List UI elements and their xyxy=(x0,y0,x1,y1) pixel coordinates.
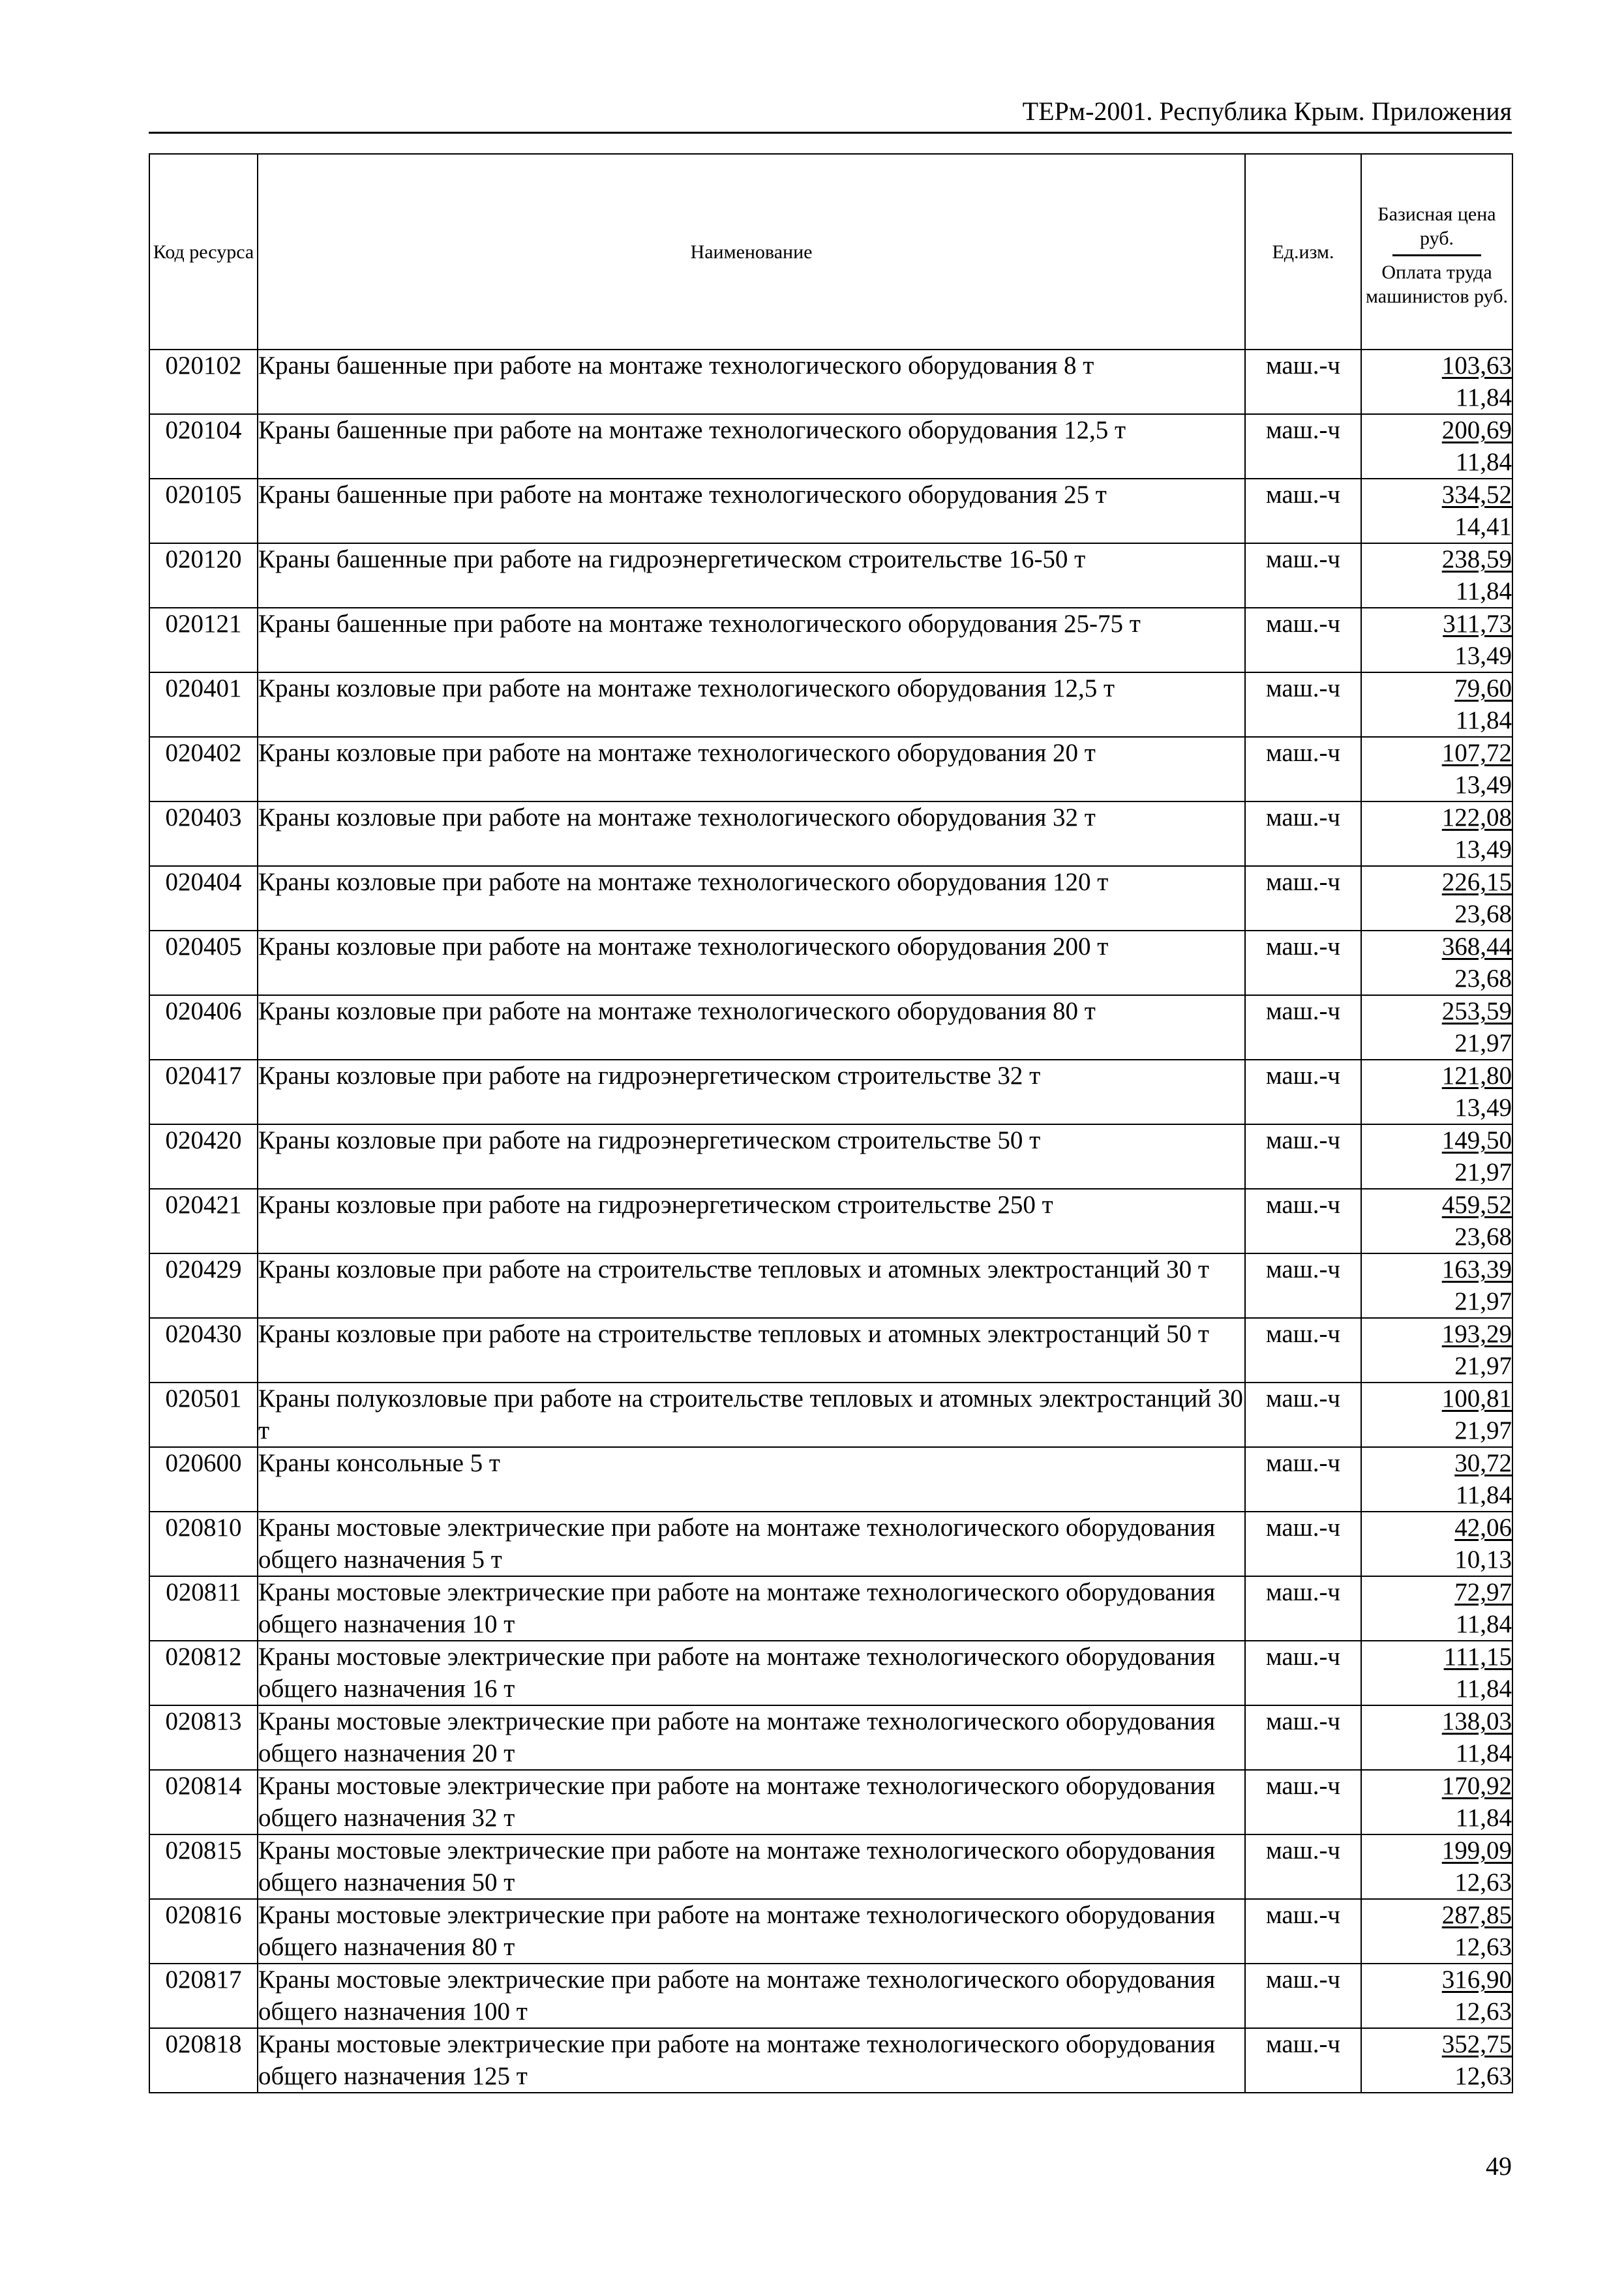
base-price: 200,69 xyxy=(1441,416,1512,444)
resource-name: Краны козловые при работе на гидроэнергетическом строительстве 32 т xyxy=(258,1060,1245,1124)
base-price: 138,03 xyxy=(1441,1707,1512,1735)
table-row xyxy=(149,1576,1512,1641)
resource-name: Краны башенные при работе на монтаже технологического оборудования 25-75 т xyxy=(258,608,1245,672)
base-price: 100,81 xyxy=(1441,1384,1512,1413)
resource-price xyxy=(1361,737,1512,801)
resource-name: Краны козловые при работе на строительстве тепловых и атомных электростанций 30 т xyxy=(258,1253,1245,1318)
resource-price xyxy=(1361,1899,1512,1964)
labor-cost: 11,84 xyxy=(1455,576,1512,605)
resource-unit: маш.-ч xyxy=(1245,1834,1361,1899)
base-price: 121,80 xyxy=(1441,1062,1512,1090)
resource-code: 020420 xyxy=(149,1124,258,1189)
resource-code: 020814 xyxy=(149,1770,258,1834)
resource-name: Краны козловые при работе на монтаже технологического оборудования 12,5 т xyxy=(258,672,1245,737)
header-title: ТЕРм-2001. Республика Крым. Приложения xyxy=(1022,97,1512,126)
labor-cost: 10,13 xyxy=(1454,1545,1512,1574)
table-row xyxy=(149,414,1512,479)
table-row xyxy=(149,1770,1512,1834)
resource-price xyxy=(1361,479,1512,543)
base-price: 72,97 xyxy=(1454,1578,1512,1606)
base-price: 334,52 xyxy=(1441,481,1512,509)
labor-cost: 12,63 xyxy=(1454,1868,1512,1896)
resource-name: Краны мостовые электрические при работе на монтаже технологического оборудования общего назначения 125 т xyxy=(258,2028,1245,2093)
table-row xyxy=(149,931,1512,995)
labor-cost: 21,97 xyxy=(1454,1287,1512,1315)
resource-code: 020815 xyxy=(149,1834,258,1899)
table-row xyxy=(149,1447,1512,1512)
resource-name: Краны козловые при работе на монтаже технологического оборудования 20 т xyxy=(258,737,1245,801)
resource-unit: маш.-ч xyxy=(1245,1576,1361,1641)
base-price: 79,60 xyxy=(1454,674,1512,702)
labor-cost: 13,49 xyxy=(1454,641,1512,670)
resource-unit: маш.-ч xyxy=(1245,995,1361,1060)
base-price: 103,63 xyxy=(1441,352,1512,380)
table-row xyxy=(149,608,1512,672)
resource-price xyxy=(1361,931,1512,995)
resource-name: Краны мостовые электрические при работе на монтаже технологического оборудования общего назначения 5 т xyxy=(258,1512,1245,1576)
resource-name: Краны козловые при работе на монтаже технологического оборудования 32 т xyxy=(258,801,1245,866)
resource-unit: маш.-ч xyxy=(1245,2028,1361,2093)
resource-price xyxy=(1361,1318,1512,1383)
base-price: 30,72 xyxy=(1454,1449,1512,1477)
resource-unit: маш.-ч xyxy=(1245,479,1361,543)
resource-name: Краны мостовые электрические при работе на монтаже технологического оборудования общего назначения 50 т xyxy=(258,1834,1245,1899)
table-row xyxy=(149,1318,1512,1383)
resource-name: Краны башенные при работе на монтаже технологического оборудования 12,5 т xyxy=(258,414,1245,479)
resource-price xyxy=(1361,866,1512,931)
table-row xyxy=(149,1253,1512,1318)
table-row xyxy=(149,1899,1512,1964)
resource-price xyxy=(1361,543,1512,608)
resource-unit: маш.-ч xyxy=(1245,1383,1361,1447)
resource-price xyxy=(1361,672,1512,737)
resource-unit: маш.-ч xyxy=(1245,1253,1361,1318)
resource-code: 020102 xyxy=(149,350,258,414)
resource-price xyxy=(1361,1576,1512,1641)
resource-unit: маш.-ч xyxy=(1245,931,1361,995)
labor-cost: 11,84 xyxy=(1455,383,1512,411)
table-row xyxy=(149,1189,1512,1253)
resource-code: 020404 xyxy=(149,866,258,931)
resource-table xyxy=(149,153,1513,2093)
labor-cost: 11,84 xyxy=(1455,447,1512,476)
resource-name: Краны консольные 5 т xyxy=(258,1447,1245,1512)
table-row xyxy=(149,350,1512,414)
labor-cost: 23,68 xyxy=(1454,899,1512,928)
labor-cost: 21,97 xyxy=(1454,1351,1512,1380)
resource-code: 020816 xyxy=(149,1899,258,1964)
resource-code: 020813 xyxy=(149,1705,258,1770)
resource-name: Краны полукозловые при работе на строительстве тепловых и атомных электростанций 30 т xyxy=(258,1383,1245,1447)
resource-code: 020811 xyxy=(149,1576,258,1641)
base-price: 226,15 xyxy=(1441,868,1512,896)
resource-name: Краны мостовые электрические при работе на монтаже технологического оборудования общего назначения 80 т xyxy=(258,1899,1245,1964)
base-price: 352,75 xyxy=(1441,2030,1512,2058)
resource-unit: маш.-ч xyxy=(1245,1512,1361,1576)
labor-cost: 14,41 xyxy=(1454,512,1512,541)
resource-code: 020812 xyxy=(149,1641,258,1705)
resource-price xyxy=(1361,801,1512,866)
col-header-base-price: Базисная цена руб. xyxy=(1377,203,1496,249)
table-row xyxy=(149,1124,1512,1189)
resource-code: 020810 xyxy=(149,1512,258,1576)
col-header-code: Код ресурса xyxy=(149,154,258,350)
resource-unit: маш.-ч xyxy=(1245,1060,1361,1124)
base-price: 311,73 xyxy=(1443,610,1512,638)
col-header-unit: Ед.изм. xyxy=(1245,154,1361,350)
base-price: 459,52 xyxy=(1441,1191,1512,1219)
table-row xyxy=(149,995,1512,1060)
resource-unit: маш.-ч xyxy=(1245,414,1361,479)
resource-unit: маш.-ч xyxy=(1245,1641,1361,1705)
resource-price xyxy=(1361,1253,1512,1318)
table-row xyxy=(149,2028,1512,2093)
labor-cost: 12,63 xyxy=(1454,2061,1512,2090)
resource-unit: маш.-ч xyxy=(1245,1770,1361,1834)
labor-cost: 23,68 xyxy=(1454,964,1512,993)
table-row xyxy=(149,1383,1512,1447)
labor-cost: 11,84 xyxy=(1455,1480,1512,1509)
table-row xyxy=(149,543,1512,608)
resource-code: 020405 xyxy=(149,931,258,995)
base-price: 107,72 xyxy=(1441,739,1512,767)
resource-code: 020421 xyxy=(149,1189,258,1253)
resource-unit: маш.-ч xyxy=(1245,1124,1361,1189)
resource-name: Краны козловые при работе на монтаже технологического оборудования 120 т xyxy=(258,866,1245,931)
labor-cost: 12,63 xyxy=(1454,1997,1512,2026)
resource-unit: маш.-ч xyxy=(1245,1189,1361,1253)
resource-code: 020417 xyxy=(149,1060,258,1124)
resource-name: Краны козловые при работе на гидроэнергетическом строительстве 50 т xyxy=(258,1124,1245,1189)
labor-cost: 13,49 xyxy=(1454,1093,1512,1122)
resource-unit: маш.-ч xyxy=(1245,1705,1361,1770)
resource-name: Краны мостовые электрические при работе на монтаже технологического оборудования общего назначения 20 т xyxy=(258,1705,1245,1770)
base-price: 111,15 xyxy=(1443,1643,1512,1671)
col-header-price xyxy=(1361,154,1512,350)
resource-code: 020501 xyxy=(149,1383,258,1447)
table-row xyxy=(149,1060,1512,1124)
resource-unit: маш.-ч xyxy=(1245,1447,1361,1512)
labor-cost: 21,97 xyxy=(1454,1158,1512,1186)
table-row xyxy=(149,1834,1512,1899)
base-price: 253,59 xyxy=(1441,997,1512,1025)
table-row xyxy=(149,1641,1512,1705)
base-price: 149,50 xyxy=(1441,1126,1512,1154)
labor-cost: 21,97 xyxy=(1454,1028,1512,1057)
resource-price xyxy=(1361,1964,1512,2028)
labor-cost: 21,97 xyxy=(1454,1416,1512,1444)
labor-cost: 11,84 xyxy=(1455,1674,1512,1703)
resource-unit: маш.-ч xyxy=(1245,866,1361,931)
base-price: 193,29 xyxy=(1441,1320,1512,1348)
resource-code: 020818 xyxy=(149,2028,258,2093)
resource-code: 020105 xyxy=(149,479,258,543)
base-price: 170,92 xyxy=(1441,1772,1512,1800)
resource-price xyxy=(1361,608,1512,672)
labor-cost: 11,84 xyxy=(1455,1739,1512,1767)
resource-unit: маш.-ч xyxy=(1245,350,1361,414)
resource-name: Краны козловые при работе на монтаже технологического оборудования 80 т xyxy=(258,995,1245,1060)
resource-name: Краны башенные при работе на гидроэнергетическом строительстве 16-50 т xyxy=(258,543,1245,608)
resource-unit: маш.-ч xyxy=(1245,801,1361,866)
labor-cost: 11,84 xyxy=(1455,1609,1512,1638)
page-number: 49 xyxy=(1486,2151,1512,2181)
labor-cost: 11,84 xyxy=(1455,706,1512,734)
resource-code: 020402 xyxy=(149,737,258,801)
resource-code: 020600 xyxy=(149,1447,258,1512)
resource-price xyxy=(1361,1705,1512,1770)
resource-price xyxy=(1361,1060,1512,1124)
resource-code: 020403 xyxy=(149,801,258,866)
resource-price xyxy=(1361,1641,1512,1705)
resource-price xyxy=(1361,350,1512,414)
resource-code: 020430 xyxy=(149,1318,258,1383)
table-row xyxy=(149,479,1512,543)
resource-code: 020817 xyxy=(149,1964,258,2028)
labor-cost: 13,49 xyxy=(1454,835,1512,863)
base-price: 42,06 xyxy=(1454,1514,1512,1542)
resource-code: 020429 xyxy=(149,1253,258,1318)
resource-unit: маш.-ч xyxy=(1245,1899,1361,1964)
resource-name: Краны козловые при работе на строительстве тепловых и атомных электростанций 50 т xyxy=(258,1318,1245,1383)
table-row xyxy=(149,1512,1512,1576)
labor-cost: 12,63 xyxy=(1454,1932,1512,1961)
resource-name: Краны козловые при работе на монтаже технологического оборудования 200 т xyxy=(258,931,1245,995)
resource-price xyxy=(1361,1770,1512,1834)
resource-name: Краны мостовые электрические при работе на монтаже технологического оборудования общего назначения 10 т xyxy=(258,1576,1245,1641)
resource-code: 020401 xyxy=(149,672,258,737)
base-price: 122,08 xyxy=(1441,803,1512,831)
resource-price xyxy=(1361,1189,1512,1253)
base-price: 163,39 xyxy=(1441,1255,1512,1283)
resource-price xyxy=(1361,995,1512,1060)
resource-code: 020104 xyxy=(149,414,258,479)
resource-name: Краны башенные при работе на монтаже технологического оборудования 25 т xyxy=(258,479,1245,543)
resource-unit: маш.-ч xyxy=(1245,608,1361,672)
resource-price xyxy=(1361,414,1512,479)
base-price: 287,85 xyxy=(1441,1901,1512,1929)
table-row xyxy=(149,1705,1512,1770)
resource-price xyxy=(1361,1383,1512,1447)
resource-name: Краны мостовые электрические при работе на монтаже технологического оборудования общего назначения 100 т xyxy=(258,1964,1245,2028)
resource-price xyxy=(1361,1124,1512,1189)
resource-unit: маш.-ч xyxy=(1245,737,1361,801)
base-price: 238,59 xyxy=(1441,545,1512,573)
base-price: 368,44 xyxy=(1441,933,1512,961)
resource-price xyxy=(1361,2028,1512,2093)
labor-cost: 11,84 xyxy=(1455,1803,1512,1832)
resource-unit: маш.-ч xyxy=(1245,1318,1361,1383)
resource-price xyxy=(1361,1512,1512,1576)
resource-unit: маш.-ч xyxy=(1245,672,1361,737)
resource-code: 020406 xyxy=(149,995,258,1060)
resource-name: Краны башенные при работе на монтаже технологического оборудования 8 т xyxy=(258,350,1245,414)
labor-cost: 13,49 xyxy=(1454,770,1512,799)
table-row xyxy=(149,801,1512,866)
table-row xyxy=(149,737,1512,801)
resource-name: Краны мостовые электрические при работе на монтаже технологического оборудования общего назначения 32 т xyxy=(258,1770,1245,1834)
resource-unit: маш.-ч xyxy=(1245,543,1361,608)
resource-price xyxy=(1361,1834,1512,1899)
base-price: 316,90 xyxy=(1441,1966,1512,1994)
base-price: 199,09 xyxy=(1441,1836,1512,1864)
page-header xyxy=(149,98,1512,134)
labor-cost: 23,68 xyxy=(1454,1222,1512,1251)
resource-code: 020121 xyxy=(149,608,258,672)
col-header-labor-cost: Оплата труда машинистов руб. xyxy=(1365,261,1509,307)
resource-unit: маш.-ч xyxy=(1245,1964,1361,2028)
resource-code: 020120 xyxy=(149,543,258,608)
table-header-row xyxy=(149,154,1512,350)
resource-name: Краны мостовые электрические при работе на монтаже технологического оборудования общего назначения 16 т xyxy=(258,1641,1245,1705)
resource-price xyxy=(1361,1447,1512,1512)
table-row xyxy=(149,866,1512,931)
col-header-name: Наименование xyxy=(258,154,1245,350)
table-row xyxy=(149,1964,1512,2028)
resource-name: Краны козловые при работе на гидроэнергетическом строительстве 250 т xyxy=(258,1189,1245,1253)
table-row xyxy=(149,672,1512,737)
